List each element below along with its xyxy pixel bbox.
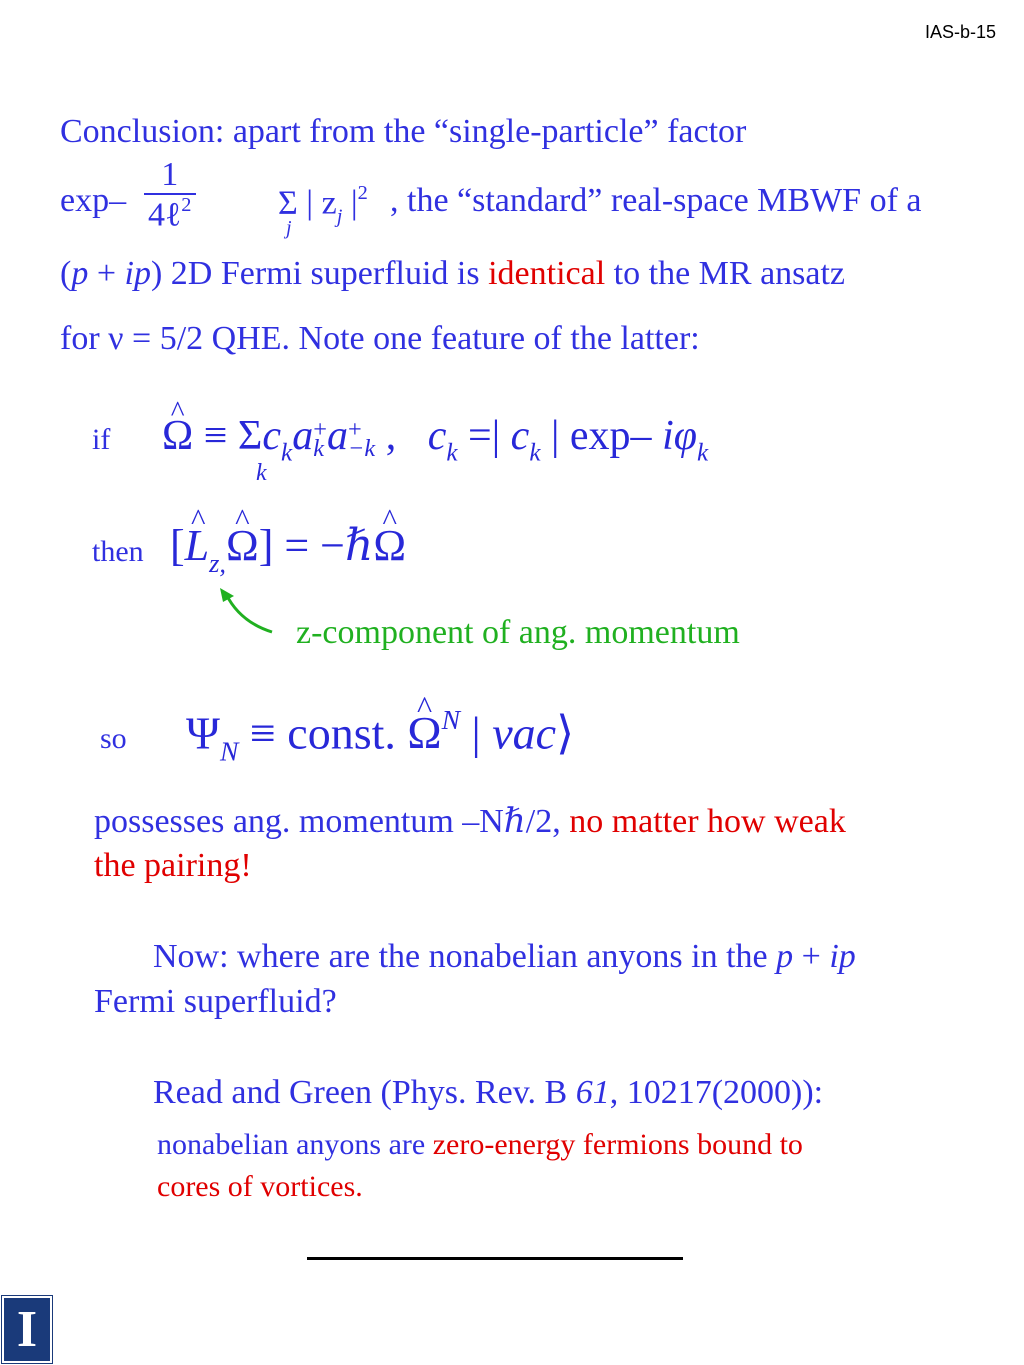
sum-term: Σ | $z_j$ $|^2$ [278,182,368,228]
omega-definition-equation: ^ $\Omega \equiv \Sigma c_ka$ + k a + −k , $c_k$ =| $c_k$ | exp– $i\varphi_k$ [162,412,708,467]
then-label: then [92,535,144,568]
commutator-equation: [^ $L_{z,}\^{}$ Ω] = −ℏ^ Ω [170,520,406,579]
divider-line [307,1257,683,1260]
sum-index-k: k [256,460,267,486]
reference-line: Read and Green (Phys. Rev. B 61, 10217(2000)): [153,1074,824,1111]
question-line-1: Now: where are the nonabelian anyons in the p + ip [153,938,856,975]
conclusion-line-4: for ν = 5/2 QHE. Note one feature of the latter: [60,320,700,357]
fraction-numerator: 1 [144,157,196,195]
annotation-z-component: z-component of ang. momentum [296,614,740,651]
conclusion-line-1: Conclusion: apart from the “single-particle” factor [60,113,747,150]
university-logo [2,1296,52,1363]
fraction-denominator: 4ℓ$^2$ [148,193,192,233]
arrow-icon [210,582,290,642]
slide-id: IAS-b-15 [924,22,996,42]
nonabelian-line-1: nonabelian anyons are zero-energy fermions bound to [157,1128,803,1161]
fraction [144,157,196,233]
possesses-line-2: the pairing! [94,847,252,884]
sum-index: j [286,217,292,239]
conclusion-line-2-rest: , the “standard” real-space MBWF of a [390,182,922,219]
so-label: so [100,722,127,755]
if-label: if [92,423,111,456]
question-line-2: Fermi superfluid? [94,983,337,1020]
possesses-line-1: possesses ang. momentum –Nℏ/2, no matter how weak [94,803,846,840]
nonabelian-line-2: cores of vortices. [157,1170,363,1203]
logo-letter: I [16,1301,38,1358]
exp-prefix: exp– [60,182,127,219]
identical-highlight: identical [488,255,606,292]
wavefunction-equation: $\Psi_N$ ≡ const. ^ $\Omega^N$ | vac⟩ [186,704,574,768]
conclusion-line-3: (p + ip) 2D Fermi superfluid is identical to the MR ansatz [60,255,846,292]
